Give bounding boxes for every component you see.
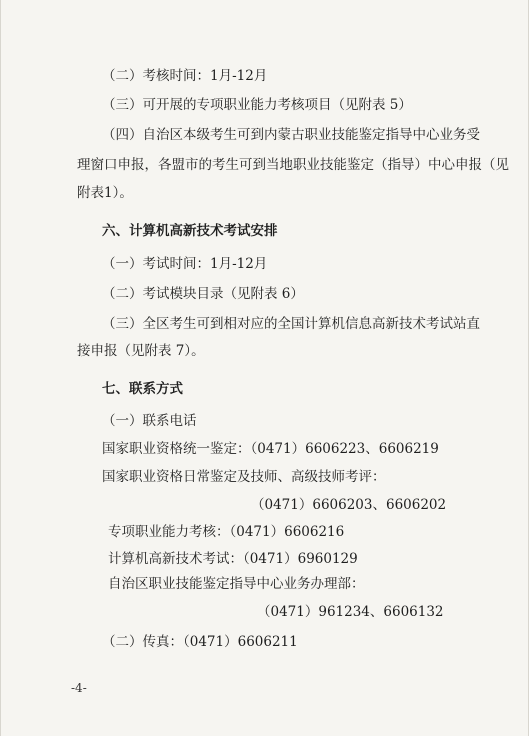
special-ability-phone: 专项职业能力考核：（0471）6606216 [108, 524, 345, 540]
business-office-label: 自治区职业技能鉴定指导中心业务办理部： [108, 576, 365, 592]
exam-time-line: （二）考核时间：1月-12月 [102, 68, 268, 84]
section-seven-heading: 七、联系方式 [102, 381, 183, 397]
application-line-3: 附表1）。 [77, 185, 133, 201]
section-six-heading: 六、计算机高新技术考试安排 [102, 223, 278, 239]
daily-appraisal-phone: （0471）6606203、6606202 [251, 497, 447, 513]
application-line-1: （四）自治区本级考生可到内蒙古职业技能鉴定指导中心业务受 [102, 127, 480, 143]
business-office-phone: （0471）961234、6606132 [257, 604, 444, 620]
exam-station-line-2: 接申报（见附表 7）。 [77, 343, 205, 359]
unified-appraisal-phone: 国家职业资格统一鉴定：（0471）6606223、6606219 [102, 441, 439, 457]
computer-exam-time-line: （一）考试时间：1月-12月 [102, 256, 268, 272]
computer-exam-phone: 计算机高新技术考试：（0471）6960129 [108, 551, 358, 567]
project-list-line: （三）可开展的专项职业能力考核项目（见附表 5） [102, 97, 412, 113]
page-number: -4- [71, 681, 87, 695]
exam-station-line-1: （三）全区考生可到相对应的全国计算机信息高新技术考试站直 [102, 316, 480, 332]
application-line-2: 理窗口申报，各盟市的考生可到当地职业技能鉴定（指导）中心申报（见 [77, 157, 509, 173]
contact-phone-heading: （一）联系电话 [102, 413, 197, 429]
daily-appraisal-label: 国家职业资格日常鉴定及技师、高级技师考评： [102, 469, 386, 485]
fax-line: （二）传真：（0471）6606211 [102, 634, 298, 650]
module-catalog-line: （二）考试模块目录（见附表 6） [102, 286, 304, 302]
